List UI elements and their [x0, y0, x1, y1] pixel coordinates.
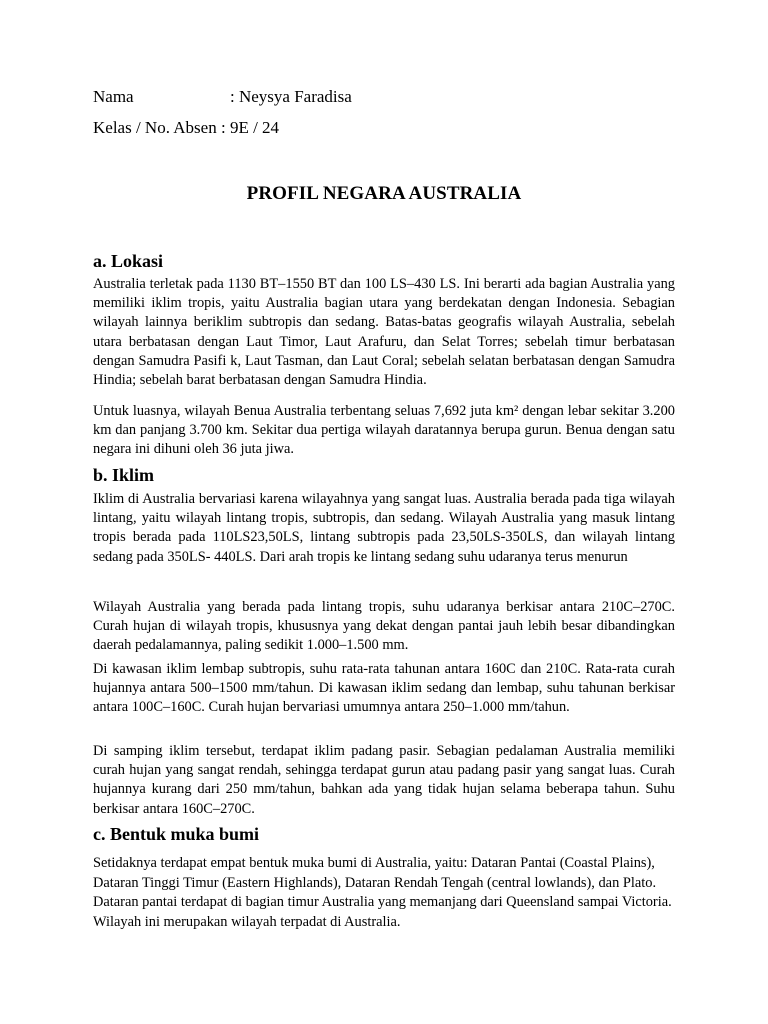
paragraph-iklim-3: Di kawasan iklim lembap subtropis, suhu rata-rata tahunan antara 160C dan 210C. Rata-rata curah hujannya antara 500–1500 mm/tahun. Di kawasan iklim sedang dan lembap, suhu tahunan berkisar antara 100C–160C. Curah hujan bervariasi umumnya antara 250–1.000 mm/tahun. [93, 661, 675, 716]
section-heading-iklim: b. Iklim [93, 465, 155, 485]
section-heading-lokasi: a. Lokasi [93, 251, 164, 271]
name-value: : Neysya Faradisa [230, 87, 352, 106]
name-label: Nama [93, 87, 134, 106]
paragraph-iklim-2: Wilayah Australia yang berada pada lintang tropis, suhu udaranya berkisar antara 210C–270C. Curah hujan di wilayah tropis, khususnya yang dekat dengan pantai jauh lebih besar dibandingkan daerah pedalamannya, paling sedikit 1.000–1.500 mm. [93, 599, 675, 654]
class-label: Kelas / No. Absen [93, 118, 217, 137]
section-heading-bentuk-muka-bumi: c. Bentuk muka bumi [93, 824, 260, 844]
paragraph-lokasi-2: Untuk luasnya, wilayah Benua Australia terbentang seluas 7,692 juta km² dengan lebar sekitar 3.200 km dan panjang 3.700 km. Sekitar dua pertiga wilayah daratannya berupa gurun. Benua dengan satu negara ini dihuni oleh 36 juta jiwa. [93, 403, 675, 458]
paragraph-lokasi-1: Australia terletak pada 1130 BT–1550 BT dan 100 LS–430 LS. Ini berarti ada bagian Australia yang memiliki iklim tropis, yaitu Australia bagian utara yang berdekatan dengan Indonesia. Sebagian wilayah lainnya beriklim subtropis dan sedang. Batas-batas geografis wilayah Australia, sebelah utara berbatasan dengan Laut Timor, Laut Arafuru, dan Selat Torres; sebelah timur berbatasan dengan Samudra Pasifi k, Laut Tasman, dan Laut Coral; sebelah selatan berbatasan dengan Samudra Hindia; sebelah barat berbatasan dengan Samudra Hindia. [93, 276, 675, 389]
student-class-row [93, 118, 279, 138]
document-title: PROFIL NEGARA AUSTRALIA [246, 183, 522, 204]
paragraph-iklim-1: Iklim di Australia bervariasi karena wilayahnya yang sangat luas. Australia berada pada tiga wilayah lintang, yaitu wilayah lintang tropis, subtropis, dan sedang. Wilayah Australia yang masuk lintang tropis berada pada 110LS23,50LS, lintang subtropis pada 23,50LS-350LS, dan wilayah lintang sedang pada 350LS- 440LS. Dari arah tropis ke lintang sedang suhu udaranya terus menurun [93, 491, 675, 565]
paragraph-bentuk-muka-bumi-1: Setidaknya terdapat empat bentuk muka bumi di Australia, yaitu: Dataran Pantai (Coastal Plains), Dataran Tinggi Timur (Eastern Highlands), Dataran Rendah Tengah (central lowlands), dan Plato. Dataran pantai terdapat di bagian timur Australia yang memanjang dari Queensland sampai Victoria. Wilayah ini merupakan wilayah terpadat di Australia. [93, 855, 672, 931]
student-name-row [93, 87, 352, 107]
class-value: : 9E / 24 [220, 118, 280, 137]
paragraph-iklim-4: Di samping iklim tersebut, terdapat iklim padang pasir. Sebagian pedalaman Australia memiliki curah hujan yang sangat rendah, sehingga terdapat gurun atau padang pasir yang sangat luas. Curah hujannya kurang dari 250 mm/tahun, bahkan ada yang tidak hujan selama beberapa tahun. Suhu berkisar antara 160C–270C. [93, 743, 675, 817]
